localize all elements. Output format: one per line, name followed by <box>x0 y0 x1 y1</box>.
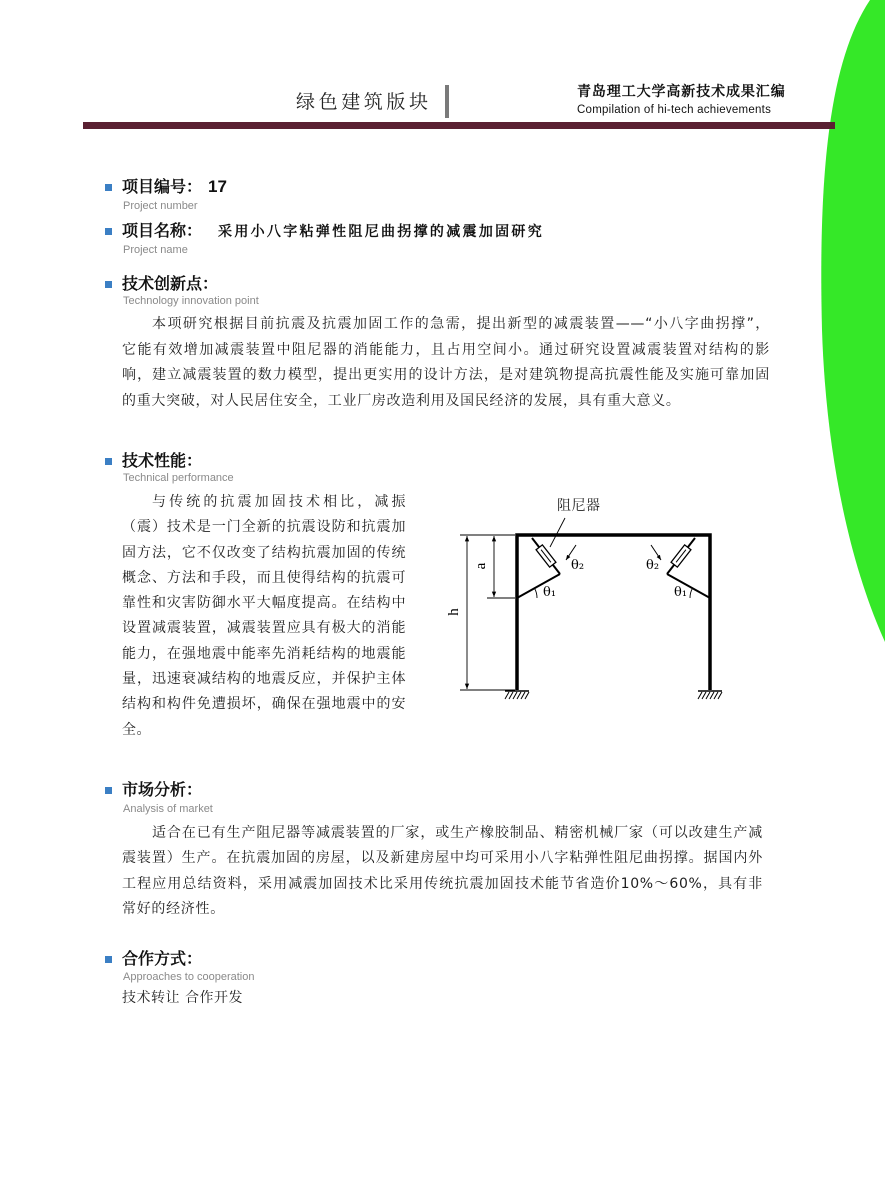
market-heading: 市场分析： <box>122 780 203 799</box>
hatch-line <box>706 692 710 699</box>
square-bullet-icon <box>105 281 112 288</box>
damper-leader-line <box>550 518 565 547</box>
green-leaf-shape <box>821 0 885 642</box>
right-damper <box>671 545 691 567</box>
project-number-heading <box>122 176 227 198</box>
hatch-line <box>714 692 718 699</box>
hatch-line <box>698 692 702 699</box>
paragraph-line: （震）技术是一门全新的抗震设防和抗震加 <box>122 519 406 536</box>
dimension-a-label: a <box>473 562 489 570</box>
left-support-hatch <box>505 691 529 699</box>
cooperation-en: Approaches to cooperation <box>123 971 255 983</box>
paragraph-line: 结构和构件免遭损坏，确保在强地震中的安 <box>122 696 406 713</box>
publication-title-en: Compilation of hi-tech achievements <box>577 104 772 116</box>
project-name-label: 项目名称： <box>122 221 203 240</box>
hatch-line <box>521 692 525 699</box>
right-support-hatch <box>698 691 722 699</box>
paragraph-line: 常好的经济性。 <box>122 900 225 917</box>
paragraph-line: 能力，在强地震中能率先消耗结构的地震能 <box>122 645 406 662</box>
paragraph-line: 工程应用总结资料，采用减震加固技术比采用传统抗震加固技术能节省造价10%～60%，具有非 <box>122 875 763 892</box>
hatch-line <box>513 692 517 699</box>
project-name-value: 采用小八字粘弹性阻尼曲拐撑的减震加固研究 <box>218 224 545 240</box>
brace-frame-diagram <box>430 490 730 710</box>
theta2-right-label: θ₂ <box>646 558 660 573</box>
paragraph-line: 本项研究根据目前抗震及抗震加固工作的急需，提出新型的减震装置——“小八字曲拐撑”， <box>152 316 770 332</box>
paragraph-line: 量，迅速衰减结构的地震反应，并保护主体 <box>122 671 406 688</box>
paragraph-line: 设置减震装置，减震装置应具有极大的消能 <box>122 620 406 637</box>
paragraph-line: 固方法，它不仅改变了结构抗震加固的传统 <box>122 544 406 561</box>
paragraph-line: 适合在已有生产阻尼器等减震装置的厂家，或生产橡胶制品、精密机械厂家（可以改建生产减 <box>152 825 763 841</box>
paragraph-line: 概念、方法和手段，而且使得结构的抗震可 <box>122 569 406 586</box>
square-bullet-icon <box>105 956 112 963</box>
cooperation-heading: 合作方式： <box>122 949 203 968</box>
theta1-right-label: θ₁ <box>674 585 688 600</box>
hatch-line <box>505 692 509 699</box>
performance-heading: 技术性能： <box>122 451 203 470</box>
paragraph-line: 的重大突破，对人民居住安全，工业厂房改造利用及国民经济的发展，具有重大意义。 <box>122 393 681 410</box>
paragraph-line: 全。 <box>122 721 151 738</box>
header-divider <box>445 85 449 118</box>
innovation-paragraph <box>122 312 770 415</box>
square-bullet-icon <box>105 184 112 191</box>
dimension-h-label: h <box>446 608 462 616</box>
hatch-line <box>525 692 529 699</box>
dimension-lines <box>460 535 515 690</box>
cooperation-text: 技术转让 合作开发 <box>122 990 243 1006</box>
hatch-line <box>710 692 714 699</box>
header-accent-bar <box>83 122 835 129</box>
hatch-line <box>718 692 722 699</box>
theta1-left-label: θ₁ <box>543 585 557 600</box>
project-number-label: 项目编号： <box>122 177 203 196</box>
theta1-left-arc <box>535 588 538 598</box>
square-bullet-icon <box>105 787 112 794</box>
performance-paragraph <box>122 490 406 743</box>
paragraph-line: 响，建立减震装置的数力模型，提出更实用的设计方法，是对建筑物提高抗震性能及实施可靠加固 <box>122 367 770 384</box>
hatch-line <box>517 692 521 699</box>
innovation-en: Technology innovation point <box>123 295 259 307</box>
publication-title-cn: 青岛理工大学高新技术成果汇编 <box>577 84 786 100</box>
hatch-line <box>702 692 706 699</box>
theta2-left-label: θ₂ <box>571 558 585 573</box>
project-number-en: Project number <box>123 200 198 212</box>
square-bullet-icon <box>105 458 112 465</box>
market-en: Analysis of market <box>123 803 213 815</box>
project-number-value: 17 <box>208 177 227 196</box>
project-name-heading <box>122 220 544 243</box>
project-name-en: Project name <box>123 244 188 256</box>
left-damper <box>536 545 556 567</box>
hatch-line <box>509 692 513 699</box>
damper-label: 阻尼器 <box>557 498 601 514</box>
innovation-heading: 技术创新点： <box>122 274 219 293</box>
square-bullet-icon <box>105 228 112 235</box>
section-title: 绿色建筑版块 <box>296 91 432 113</box>
paragraph-line: 与传统的抗震加固技术相比，减振 <box>152 494 406 510</box>
performance-en: Technical performance <box>123 472 234 484</box>
green-decoration <box>800 0 885 660</box>
paragraph-line: 它能有效增加减震装置中阻尼器的消能能力，且占用空间小。通过研究设置减震装置对结构的影 <box>122 341 770 358</box>
paragraph-line: 靠性和灾害防御水平大幅度提高。在结构中 <box>122 595 406 612</box>
theta1-right-arc <box>690 588 693 598</box>
market-paragraph <box>122 821 763 922</box>
paragraph-line: 震装置）生产。在抗震加固的房屋，以及新建房屋中均可采用小八字粘弹性阻尼曲拐撑。据国内外 <box>122 850 763 867</box>
